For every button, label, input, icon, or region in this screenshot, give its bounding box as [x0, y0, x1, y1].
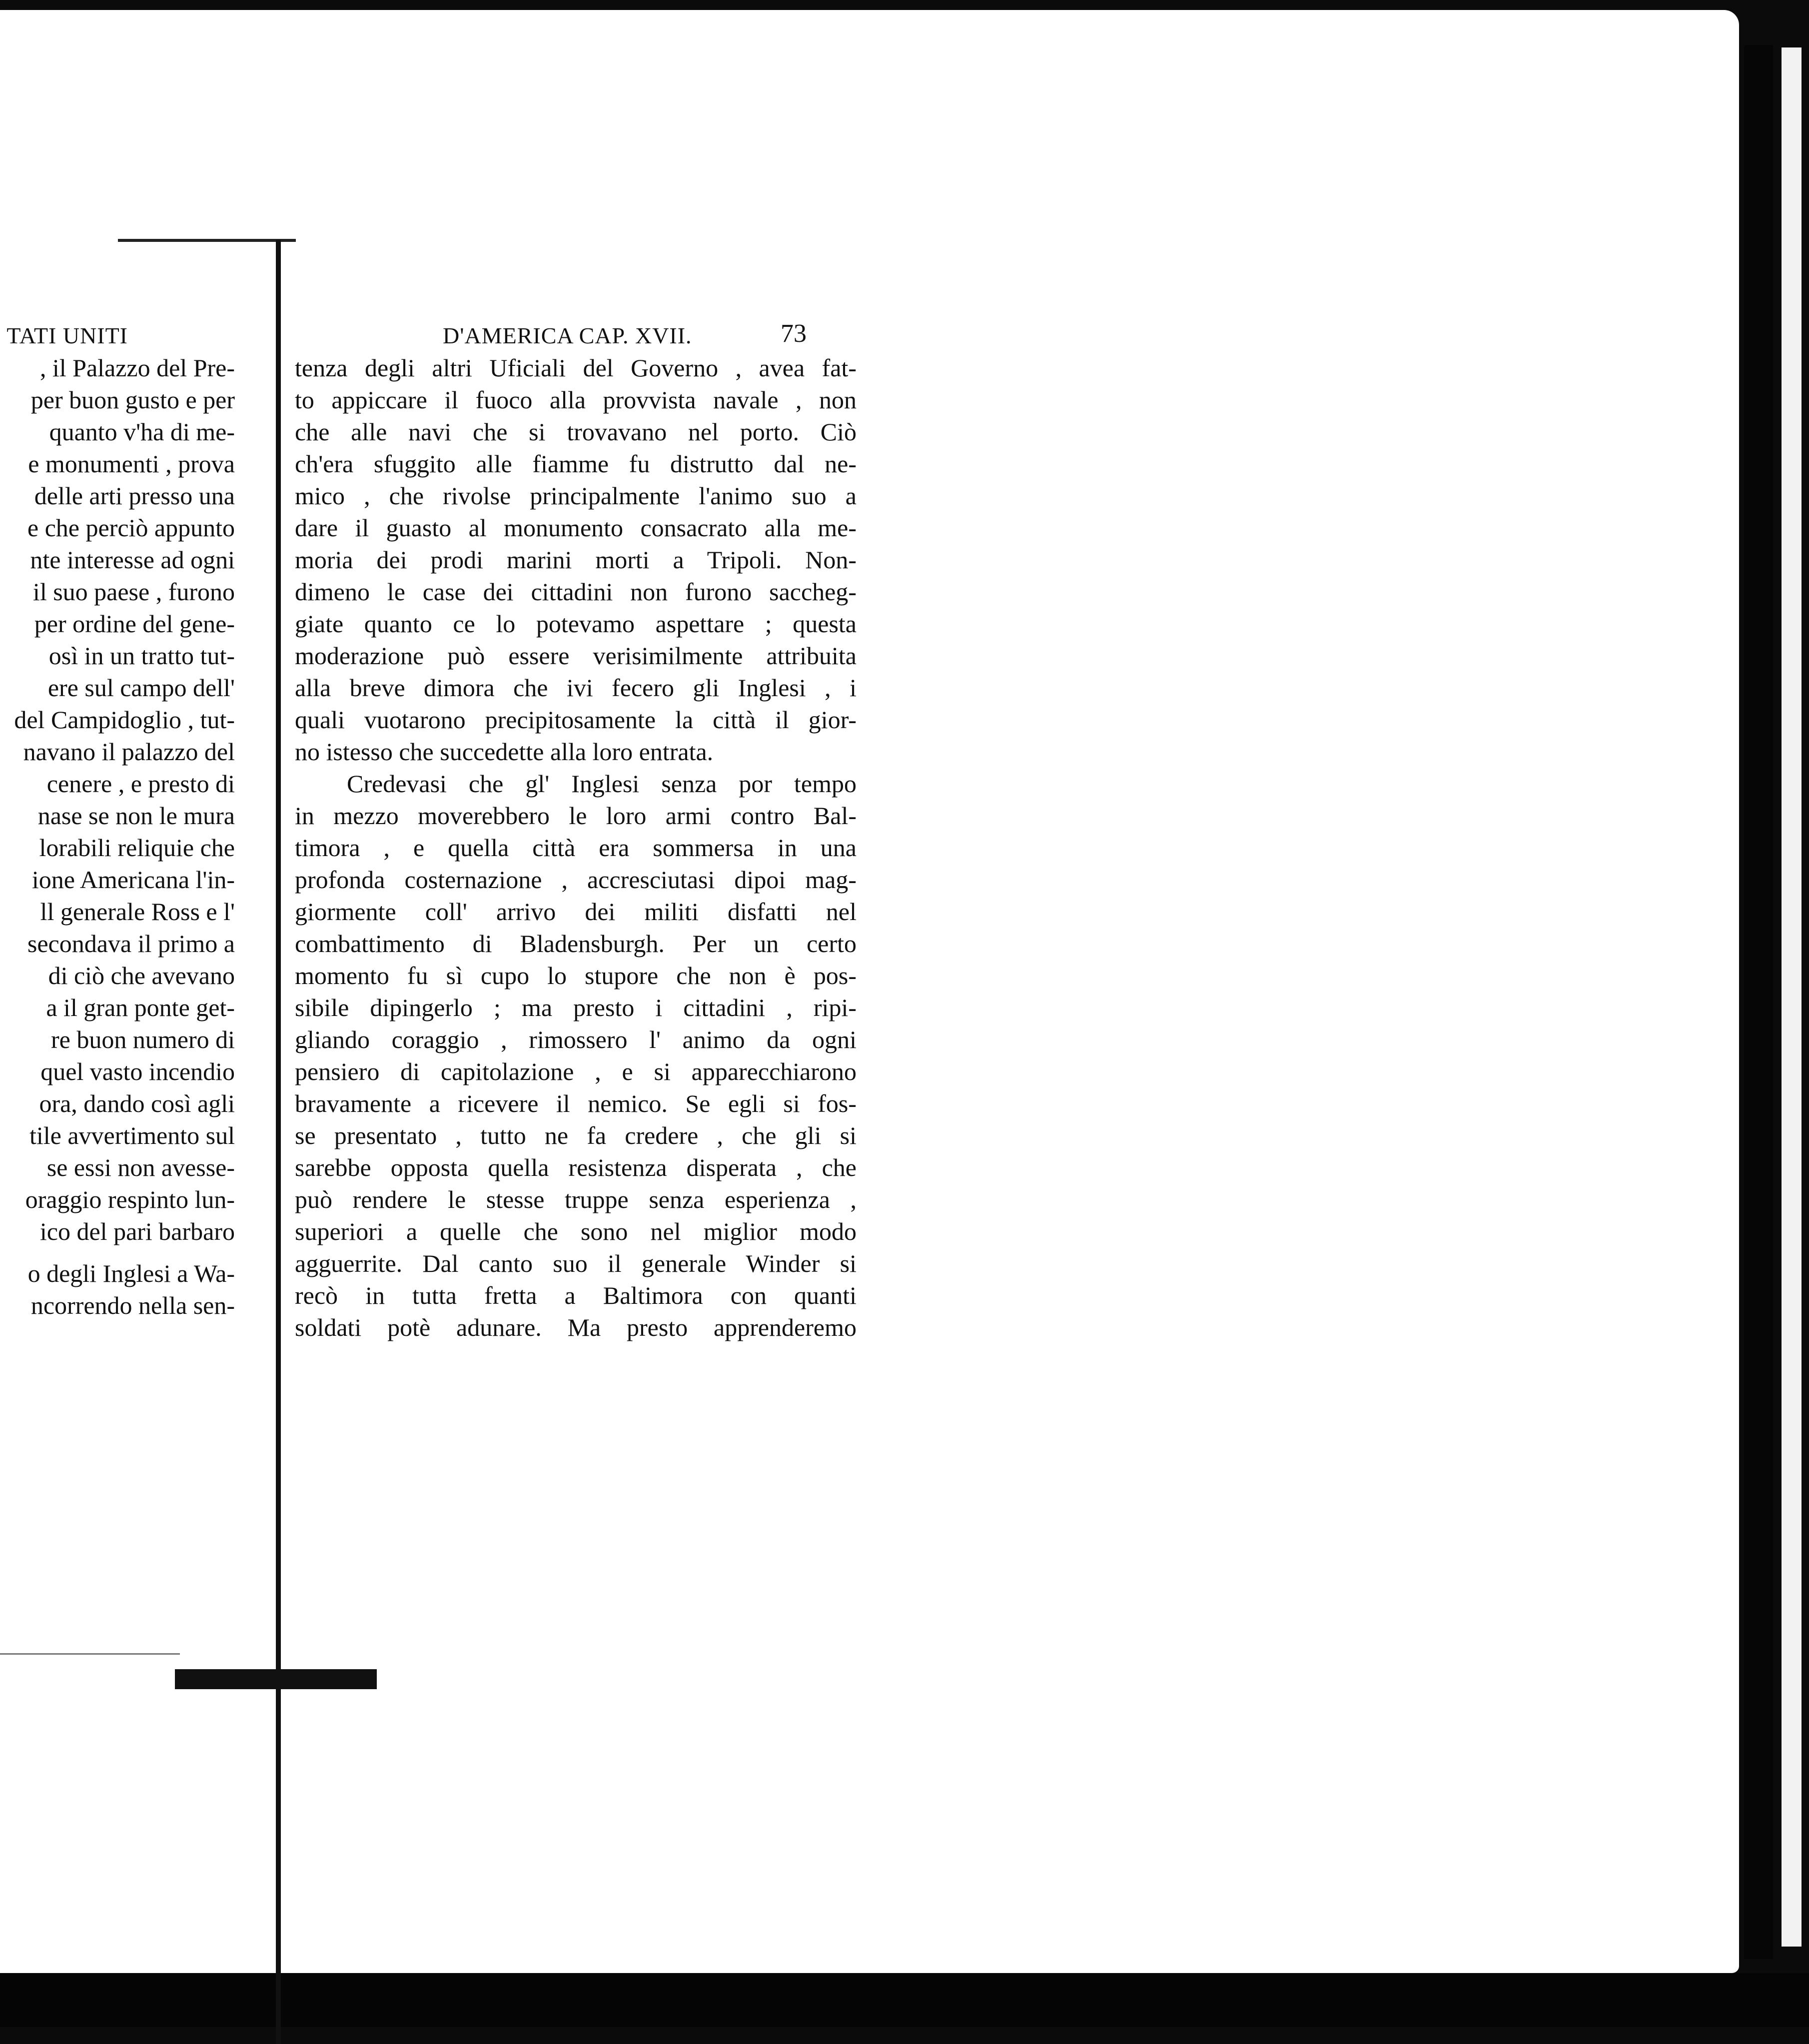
- text-line: momento fu sì cupo lo stupore che non è pos-: [295, 962, 857, 990]
- text-line: mico , che rivolse principalmente l'animo suo a: [295, 482, 857, 510]
- text-line: recò in tutta fretta a Baltimora con quanti: [295, 1281, 857, 1309]
- left-running-head: TATI UNITI: [6, 323, 128, 348]
- text-line: superiori a quelle che sono nel miglior modo: [295, 1217, 857, 1245]
- text-line: quali vuotarono precipitosamente la città il gior-: [295, 706, 857, 734]
- text-line: profonda costernazione , accresciutasi dipoi mag-: [295, 866, 857, 894]
- text-line: a il gran ponte get-: [46, 994, 235, 1022]
- text-line: ch'era sfuggito alle fiamme fu distrutto dal ne-: [295, 450, 857, 478]
- next-page-edge: [1782, 47, 1802, 1947]
- text-line: ere sul campo dell': [47, 674, 235, 702]
- text-line: gliando coraggio , rimossero l' animo da ogni: [295, 1025, 857, 1053]
- scan-edge-strip: [1744, 45, 1773, 1959]
- gutter-bottom-clamp: [175, 1669, 377, 1689]
- text-line: sibile dipingerlo ; ma presto i cittadini , ripi-: [295, 994, 857, 1022]
- text-line: sarebbe opposta quella resistenza disperata , che: [295, 1153, 857, 1181]
- text-line: nase se non le mura: [37, 802, 235, 830]
- text-line: alla breve dimora che ivi fecero gli Inglesi , i: [295, 674, 857, 702]
- text-line: no istesso che succedette alla loro entrata.: [295, 738, 714, 766]
- text-line: e che perciò appunto: [27, 514, 235, 542]
- text-line: di ciò che avevano: [48, 962, 235, 990]
- text-line: se presentato , tutto ne fa credere , che gli si: [295, 1121, 857, 1149]
- text-line: secondava il primo a: [27, 930, 235, 958]
- text-line: delle arti presso una: [34, 482, 235, 510]
- text-line: per ordine del gene-: [34, 610, 235, 638]
- text-line: ora, dando così agli: [39, 1089, 235, 1117]
- text-line: giate quanto ce lo potevamo aspettare ; questa: [295, 610, 857, 638]
- text-line: pensiero di capitolazione , e si apparecchiarono: [295, 1057, 857, 1085]
- text-line: cenere , e presto di: [46, 770, 235, 798]
- text-line: timora , e quella città era sommersa in una: [295, 834, 857, 862]
- text-line: ll generale Ross e l': [40, 898, 235, 926]
- gutter-top-rule: [118, 239, 296, 242]
- text-line: Credevasi che gl' Inglesi senza por tempo: [347, 770, 857, 798]
- right-running-head: D'AMERICA CAP. XVII.: [443, 323, 692, 348]
- text-line: giormente coll' arrivo dei militi disfatti nel: [295, 898, 857, 926]
- spacer: [0, 1247, 235, 1257]
- text-line: del Campidoglio , tut-: [14, 706, 235, 734]
- text-line: e monumenti , prova: [28, 450, 235, 478]
- text-line: può rendere le stesse truppe senza esperienza ,: [295, 1185, 857, 1213]
- left-page-text: [0, 320, 235, 1321]
- text-line: tile avvertimento sul: [29, 1121, 235, 1149]
- text-line: ico del pari barbaro: [39, 1217, 235, 1245]
- text-line: moderazione può essere verisimilmente attribuita: [295, 642, 857, 670]
- text-line: to appiccare il fuoco alla provvista navale , non: [295, 386, 857, 414]
- text-line: osì in un tratto tut-: [48, 642, 235, 670]
- text-line: quanto v'ha di me-: [49, 418, 235, 446]
- text-line: nte interesse ad ogni: [30, 546, 235, 574]
- right-page-text: [295, 320, 857, 1343]
- scan-bottom-border: [0, 1973, 1809, 2027]
- text-line: se essi non avesse-: [46, 1153, 235, 1181]
- text-line: soldati potè adunare. Ma presto apprenderemo: [295, 1313, 857, 1341]
- text-line: moria dei prodi marini morti a Tripoli. Non-: [295, 546, 857, 574]
- left-page-bottom-rule: [0, 1653, 180, 1655]
- text-line: agguerrite. Dal canto suo il generale Winder si: [295, 1249, 857, 1277]
- text-line: lorabili reliquie che: [39, 834, 235, 862]
- text-line: dimeno le case dei cittadini non furono saccheg-: [295, 578, 857, 606]
- text-line: combattimento di Bladensburgh. Per un certo: [295, 930, 857, 958]
- paragraph-2: [295, 768, 857, 1343]
- page-number: 73: [781, 319, 807, 348]
- text-line: il suo paese , furono: [32, 578, 235, 606]
- text-line: , il Palazzo del Pre-: [39, 354, 235, 382]
- text-line: o degli Inglesi a Wa-: [27, 1259, 235, 1287]
- text-line: re buon numero di: [51, 1025, 235, 1053]
- text-line: navano il palazzo del: [23, 738, 235, 766]
- text-line: ione Americana l'in-: [31, 866, 235, 894]
- text-line: ncorrendo nella sen-: [30, 1291, 235, 1319]
- text-line: che alle navi che si trovavano nel porto. Ciò: [295, 418, 857, 446]
- text-line: per buon gusto e per: [30, 386, 235, 414]
- text-line: dare il guasto al monumento consacrato alla me-: [295, 514, 857, 542]
- text-line: quel vasto incendio: [40, 1057, 235, 1085]
- text-line: oraggio respinto lun-: [25, 1185, 235, 1213]
- paragraph-1: [295, 352, 857, 768]
- text-line: bravamente a ricevere il nemico. Se egli si fos-: [295, 1089, 857, 1117]
- text-line: in mezzo moverebbero le loro armi contro Bal-: [295, 802, 857, 830]
- text-line: tenza degli altri Uficiali del Governo , avea fat-: [295, 354, 857, 382]
- book-gutter: [276, 240, 281, 2044]
